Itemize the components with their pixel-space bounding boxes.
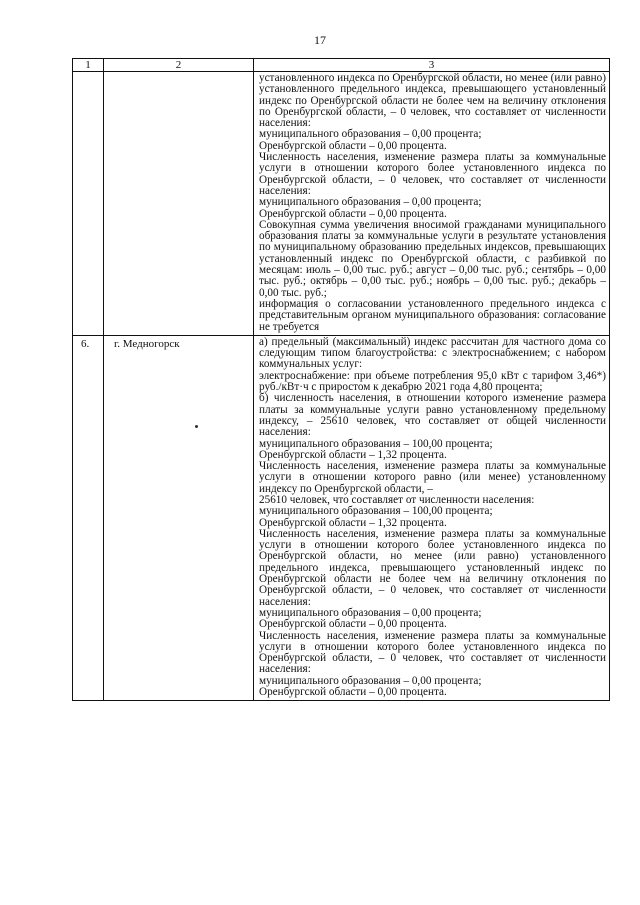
table-header-row [73, 59, 610, 72]
row-number [73, 72, 104, 336]
paragraph: муниципального образования – 0,00 процента; [259, 674, 482, 687]
paragraph: Оренбургской области – 0,00 процента. [259, 686, 447, 699]
paragraph: информация о согласовании установленного предельного индекса с представительным органом муниципального образования: согласование не требуется [259, 297, 606, 333]
paragraph: Численность населения, изменение размера платы за коммунальные услуги в отношении которого более установленного индекса по Оренбургской области, но менее (или равно) установленного предельного индекса, превышающего установленный индекс по Оренбургской области не более чем на величину отклонения по Оренбургской области, – 0 человек, что составляет от численности населения: [259, 527, 606, 608]
paragraph: муниципального образования – 0,00 процента; [259, 128, 482, 141]
municipal-index-table [72, 58, 610, 701]
column-header-3: 3 [254, 59, 610, 72]
paragraph: установленного индекса по Оренбургской области, но менее (или равно) установленного предельного индекса, превышающего установленный индекс по Оренбургской области не более чем на величину отклонения по Оренбургской области, – 0 человек, что составляет от численности населения: [259, 72, 606, 130]
paragraph: Оренбургской области – 1,32 процента. [259, 448, 447, 461]
row-number: 6. [73, 335, 104, 701]
scan-speck [195, 425, 198, 428]
paragraph: Оренбургской области – 1,32 процента. [259, 516, 447, 529]
paragraph: муниципального образования – 100,00 процента; [259, 437, 493, 450]
paragraph: муниципального образования – 0,00 процента; [259, 196, 482, 209]
row-description [254, 72, 610, 336]
table-row [73, 335, 610, 701]
paragraph: Оренбургской области – 0,00 процента. [259, 207, 447, 220]
column-header-1: 1 [73, 59, 104, 72]
paragraph: а) предельный (максимальный) индекс рассчитан для частного дома со следующим типом благоустройства: с электроснабжением; с набором коммунальных услуг: [259, 335, 606, 371]
paragraph: Оренбургской области – 0,00 процента. [259, 139, 447, 152]
paragraph: электроснабжение: при объеме потребления 95,0 кВт с тарифом 3,46*) руб./кВт·ч с приростом к декабрю 2021 года 4,80 процента; [259, 369, 606, 394]
row-description [254, 335, 610, 701]
paragraph: муниципального образования – 0,00 процента; [259, 606, 482, 619]
page-number: 17 [314, 33, 326, 47]
paragraph: Численность населения, изменение размера платы за коммунальные услуги в отношении которого равно (или менее) установленному индексу по Оренбургской области, – [259, 460, 606, 495]
paragraph: Совокупная сумма увеличения вносимой гражданами муниципального образования платы за коммунальные услуги в результате установления по муниципальному образованию предельных индексов, превышающих установленный индекс по Оренбургской области, с разбивкой по месяцам: июль – 0,00 тыс. руб.; август – 0,00 тыс. руб.; сентябрь – 0,00 тыс. руб.; октябрь – 0,00 тыс. руб.; ноябрь – 0,00 тыс. руб.; декабрь – 0,00 тыс. руб.; [259, 218, 606, 299]
paragraph: 25610 человек, что составляет от численности населения: [259, 493, 535, 506]
table-row [73, 72, 610, 336]
paragraph: муниципального образования – 100,00 процента; [259, 505, 493, 518]
column-header-2: 2 [104, 59, 254, 72]
paragraph: Оренбургской области – 0,00 процента. [259, 618, 447, 631]
municipality-name: г. Медногорск [104, 335, 254, 701]
paragraph: Численность населения, изменение размера платы за коммунальные услуги в отношении которого более установленного индекса по Оренбургской области, – 0 человек, что составляет от численности населения: [259, 629, 606, 676]
municipality-name [104, 72, 254, 336]
paragraph: б) численность населения, в отношении которого изменение размера платы за коммунальные услуги равно установленному предельному индексу, – 25610 человек, что составляет от общей численности населения: [259, 392, 606, 439]
paragraph: Численность населения, изменение размера платы за коммунальные услуги в отношении которого более установленного индекса по Оренбургской области, – 0 человек, что составляет от численности населения: [259, 151, 606, 197]
